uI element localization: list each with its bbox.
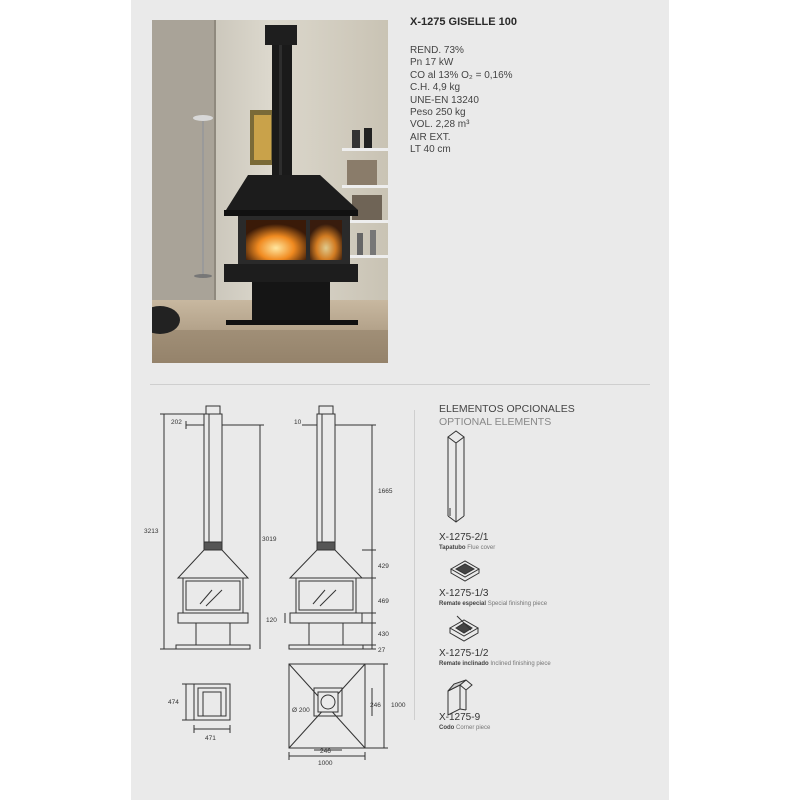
- dim-27: 27: [378, 647, 386, 654]
- optional-item-description: [439, 661, 551, 667]
- optional-item-description: [439, 545, 495, 551]
- special-finishing-piece-icon: [451, 561, 479, 581]
- optional-item-name: Tapatubo: [439, 545, 466, 551]
- spec-air-ext: AIR EXT.: [410, 131, 451, 143]
- optional-item-code: X-1275-2/1: [439, 532, 489, 543]
- dim-430: 430: [378, 631, 389, 638]
- optional-item-name-en: Special finishing piece: [487, 601, 548, 607]
- dim-3019: 3019: [262, 536, 277, 543]
- optional-item-code: X-1275-9: [439, 712, 481, 723]
- dim-474: 474: [168, 699, 179, 706]
- flue-cover-icon: [448, 431, 464, 522]
- base-top-view-drawing: [182, 684, 230, 733]
- dim-429: 429: [378, 563, 389, 570]
- dim-469: 469: [378, 598, 389, 605]
- corner-piece-icon: [448, 680, 472, 715]
- optional-item-name-en: Inclined finishing piece: [490, 661, 551, 667]
- spec-log-length: LT 40 cm: [410, 144, 451, 156]
- optional-item-name-en: Flue cover: [467, 545, 496, 551]
- spec-wood-load: C.H. 4,9 kg: [410, 82, 461, 94]
- optional-item-code: X-1275-1/2: [439, 648, 489, 659]
- dim-diameter-200: Ø 200: [292, 707, 310, 714]
- optional-item-name: Remate inclinado: [439, 661, 489, 667]
- dim-246-horizontal: 246: [320, 748, 331, 755]
- spec-power: Pn 17 kW: [410, 57, 454, 69]
- optional-elements-subtitle: OPTIONAL ELEMENTS: [439, 416, 552, 428]
- spec-co-emission: CO al 13% O₂ = 0,16%: [410, 69, 513, 81]
- dim-1000-vertical: 1000: [391, 702, 406, 709]
- optional-item-name-en: Corner piece: [456, 725, 491, 731]
- dim-471: 471: [205, 735, 216, 742]
- dim-120: 120: [266, 617, 277, 624]
- inclined-finishing-piece-icon: [450, 616, 478, 641]
- dim-10: 10: [294, 419, 302, 426]
- optional-item-description: [439, 725, 490, 731]
- front-view-drawing: [160, 406, 264, 649]
- side-view-drawing: [285, 406, 376, 649]
- spec-volume: VOL. 2,28 m³: [410, 119, 470, 131]
- dim-3213: 3213: [144, 528, 159, 535]
- product-title: X-1275 GISELLE 100: [410, 16, 517, 28]
- column-separator: [414, 410, 415, 720]
- dim-202: 202: [171, 419, 182, 426]
- optional-item-description: [439, 601, 547, 607]
- optional-item-code: X-1275-1/3: [439, 588, 489, 599]
- spec-weight: Peso 250 kg: [410, 107, 466, 119]
- dim-1665: 1665: [378, 488, 393, 495]
- optional-item-name: Remate especial: [439, 601, 487, 607]
- dim-246-vertical: 246: [370, 702, 381, 709]
- dim-1000-horizontal: 1000: [318, 760, 333, 767]
- spec-efficiency: REND. 73%: [410, 45, 464, 56]
- optional-elements-title: ELEMENTOS OPCIONALES: [439, 403, 575, 415]
- spec-standard: UNE-EN 13240: [410, 94, 479, 106]
- optional-item-name: Codo: [439, 725, 455, 731]
